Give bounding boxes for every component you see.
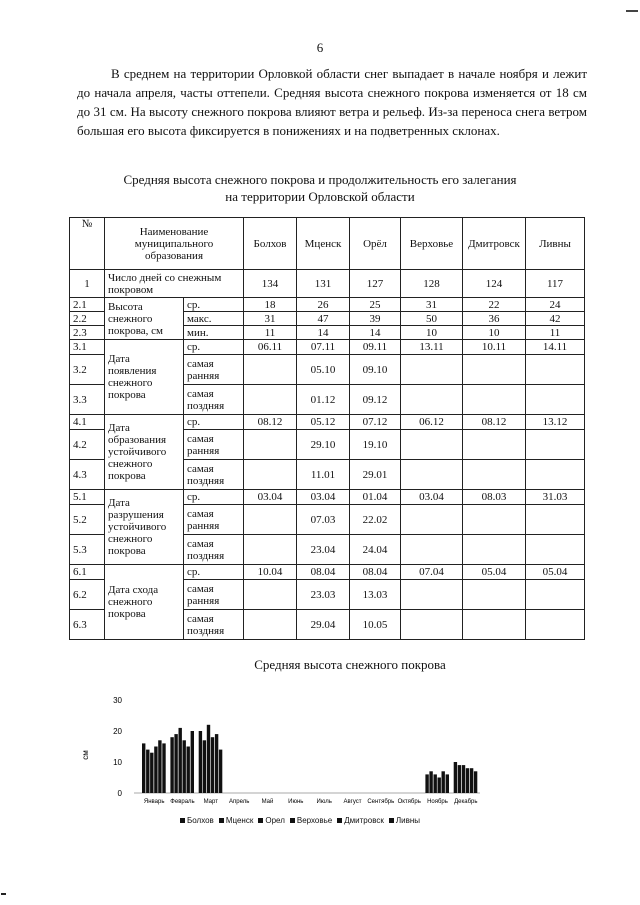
legend-swatch: [180, 818, 185, 823]
row-sub-label: самая ранняя: [184, 505, 244, 535]
x-tick-label: Июль: [316, 799, 332, 805]
table-cell: 11: [244, 326, 297, 340]
chart-bar: [211, 737, 214, 793]
table-cell: [244, 460, 297, 490]
table-cell: 19.10: [350, 430, 401, 460]
table-cell: 07.04: [401, 565, 463, 580]
x-tick-label: Декабрь: [454, 799, 478, 805]
table-cell: 08.04: [297, 565, 350, 580]
y-tick-label: 0: [117, 789, 122, 798]
x-tick-label: Май: [261, 799, 274, 805]
row-sub-label: самая поздняя: [184, 385, 244, 415]
table-cell: 26: [297, 298, 350, 312]
table-cell: 05.12: [297, 415, 350, 430]
row-sub-label: макс.: [184, 312, 244, 326]
group-label: Дата появления снежного покрова: [105, 340, 184, 415]
row-num: 5.3: [70, 535, 105, 565]
table-cell: 05.10: [297, 355, 350, 385]
table-title-line1: Средняя высота снежного покрова и продолжительность его залегания: [123, 172, 517, 187]
table-cell: [401, 580, 463, 610]
row-num: 4.1: [70, 415, 105, 430]
table-cell: [463, 460, 526, 490]
table-cell: 09.11: [350, 340, 401, 355]
table-cell: [244, 355, 297, 385]
table-cell: 14: [297, 326, 350, 340]
header-city: Дмитровск: [463, 218, 526, 270]
row-sub-label: мин.: [184, 326, 244, 340]
table-cell: 14.11: [526, 340, 585, 355]
table-cell: 22: [463, 298, 526, 312]
chart-bar: [446, 774, 449, 793]
table-row: [70, 340, 585, 355]
table-row: [70, 298, 585, 312]
table-cell: [463, 505, 526, 535]
chart-bar: [203, 740, 206, 793]
legend-label: Мценск: [225, 816, 254, 825]
chart-bar: [462, 765, 465, 793]
table-cell: 08.03: [463, 490, 526, 505]
group-label: Дата схода снежного покрова: [105, 565, 184, 640]
legend-label: Верховье: [296, 816, 333, 825]
table-cell: [463, 535, 526, 565]
chart-bar: [207, 725, 210, 793]
chart-bar: [474, 771, 477, 793]
table-cell: 07.03: [297, 505, 350, 535]
x-tick-label: Август: [343, 799, 362, 805]
chart-title: Средняя высота снежного покрова: [254, 657, 446, 672]
chart-bar: [162, 743, 165, 793]
table-cell: 39: [350, 312, 401, 326]
legend-item: [290, 816, 332, 825]
chart-bar: [174, 734, 177, 793]
chart-bar: [146, 750, 149, 793]
table-cell: [463, 385, 526, 415]
row-sub-label: ср.: [184, 340, 244, 355]
chart-bar: [215, 734, 218, 793]
header-name: Наименование муниципального образования: [105, 218, 244, 270]
header-num: №: [70, 218, 105, 270]
legend-label: Болхов: [187, 816, 214, 825]
legend-swatch: [337, 818, 342, 823]
chart-y-axis-label: см: [81, 750, 90, 760]
row-num: 1: [70, 270, 105, 298]
table-cell: 08.12: [244, 415, 297, 430]
row-sub-label: ср.: [184, 298, 244, 312]
row-num: 5.2: [70, 505, 105, 535]
chart-bar: [191, 731, 194, 793]
table-cell: 42: [526, 312, 585, 326]
table-cell: 124: [463, 270, 526, 298]
header-city: Орёл: [350, 218, 401, 270]
page-number: 6: [316, 40, 324, 55]
header-city: Мценск: [297, 218, 350, 270]
table-cell: 09.10: [350, 355, 401, 385]
table-cell: 13.03: [350, 580, 401, 610]
table-cell: 10.05: [350, 610, 401, 640]
table-cell: 117: [526, 270, 585, 298]
legend-item: [180, 816, 214, 825]
x-tick-label: Февраль: [170, 799, 195, 805]
table-title-line2: на территории Орловской области: [225, 189, 415, 204]
row-num: 3.1: [70, 340, 105, 355]
table-cell: 11.01: [297, 460, 350, 490]
table-cell: 10: [401, 326, 463, 340]
table-cell: 31: [244, 312, 297, 326]
table-cell: [463, 610, 526, 640]
x-tick-label: Октябрь: [397, 799, 421, 805]
table-cell: [401, 430, 463, 460]
table-cell: 131: [297, 270, 350, 298]
legend-item: [389, 816, 420, 825]
table-cell: 31.03: [526, 490, 585, 505]
header-city: Болхов: [244, 218, 297, 270]
table-cell: 13.12: [526, 415, 585, 430]
table-cell: 23.03: [297, 580, 350, 610]
legend-swatch: [258, 818, 263, 823]
row-sub-label: ср.: [184, 565, 244, 580]
chart-bar: [434, 774, 437, 793]
table-cell: 29.10: [297, 430, 350, 460]
snow-height-chart: [80, 690, 500, 815]
intro-paragraph: В среднем на территории Орловкой области снег выпадает в начале ноября и лежит до начала апреля, часты оттепели. Средняя высота снежного покрова изменяется от 18 см до 31 см. На высоту снежного покрова влияют ветра и рельеф. Из-за переноса снега ветром большая его высота фиксируется в понижениях и на подветренных склонах.: [77, 66, 587, 138]
table-cell: [526, 505, 585, 535]
table-cell: [401, 535, 463, 565]
table-cell: 14: [350, 326, 401, 340]
table-cell: 07.11: [297, 340, 350, 355]
table-cell: 03.04: [297, 490, 350, 505]
chart-bar: [438, 778, 441, 794]
x-tick-label: Март: [203, 799, 218, 805]
table-cell: [463, 430, 526, 460]
table-cell: [244, 505, 297, 535]
table-row: [70, 490, 585, 505]
row-label: Число дней со снежным покровом: [105, 270, 244, 298]
chart-bar: [429, 771, 432, 793]
table-cell: 05.04: [526, 565, 585, 580]
chart-bar: [219, 750, 222, 793]
table-cell: 10.04: [244, 565, 297, 580]
table-cell: [244, 385, 297, 415]
table-cell: [526, 535, 585, 565]
row-sub-label: самая ранняя: [184, 430, 244, 460]
row-num: 2.2: [70, 312, 105, 326]
chart-bar: [158, 740, 161, 793]
x-tick-label: Январь: [143, 799, 165, 805]
table-cell: [244, 580, 297, 610]
legend-item: [258, 816, 285, 825]
x-tick-label: Апрель: [229, 799, 250, 805]
table-cell: [526, 460, 585, 490]
chart-bar: [142, 743, 145, 793]
legend-swatch: [389, 818, 394, 823]
y-tick-label: 20: [113, 727, 122, 736]
row-sub-label: самая поздняя: [184, 610, 244, 640]
table-cell: 134: [244, 270, 297, 298]
chart-bar: [425, 774, 428, 793]
row-sub-label: самая поздняя: [184, 535, 244, 565]
chart-legend: [180, 816, 425, 825]
table-cell: [526, 385, 585, 415]
row-sub-label: ср.: [184, 490, 244, 505]
table-cell: 01.04: [350, 490, 401, 505]
chart-bar: [170, 737, 173, 793]
table-cell: 29.01: [350, 460, 401, 490]
y-tick-label: 10: [113, 758, 122, 767]
table-cell: [401, 460, 463, 490]
x-tick-label: Ноябрь: [427, 799, 448, 805]
chart-bar: [442, 771, 445, 793]
row-num: 6.2: [70, 580, 105, 610]
chart-bar: [183, 740, 186, 793]
table-title: [60, 171, 580, 205]
table-row: [70, 415, 585, 430]
chart-bar: [454, 762, 457, 793]
table-cell: 01.12: [297, 385, 350, 415]
legend-label: Орел: [265, 816, 285, 825]
table-cell: 47: [297, 312, 350, 326]
table-cell: 06.11: [244, 340, 297, 355]
table-cell: 08.12: [463, 415, 526, 430]
table-cell: [463, 580, 526, 610]
chart-bar: [179, 728, 182, 793]
table-cell: 11: [526, 326, 585, 340]
table-cell: 31: [401, 298, 463, 312]
legend-swatch: [290, 818, 295, 823]
table-cell: 10.11: [463, 340, 526, 355]
chart-bar: [187, 747, 190, 794]
row-sub-label: самая ранняя: [184, 355, 244, 385]
chart-bar: [458, 765, 461, 793]
row-num: 3.2: [70, 355, 105, 385]
table-cell: [526, 430, 585, 460]
table-row: [70, 565, 585, 580]
table-cell: [401, 355, 463, 385]
table-cell: [244, 430, 297, 460]
legend-item: [219, 816, 254, 825]
snow-cover-table: [69, 217, 585, 640]
scan-mark: [626, 10, 638, 12]
table-cell: 128: [401, 270, 463, 298]
row-num: 2.1: [70, 298, 105, 312]
row-num: 6.1: [70, 565, 105, 580]
table-cell: [526, 580, 585, 610]
table-cell: [244, 610, 297, 640]
row-num: 2.3: [70, 326, 105, 340]
table-cell: 03.04: [244, 490, 297, 505]
table-header-row: [70, 218, 585, 270]
chart-bar: [150, 753, 153, 793]
table-cell: 23.04: [297, 535, 350, 565]
row-sub-label: самая поздняя: [184, 460, 244, 490]
table-row: [70, 270, 585, 298]
table-cell: 06.12: [401, 415, 463, 430]
row-sub-label: ср.: [184, 415, 244, 430]
y-tick-label: 30: [113, 696, 122, 705]
legend-swatch: [219, 818, 224, 823]
table-cell: [401, 610, 463, 640]
chart-bar: [154, 747, 157, 794]
x-tick-label: Сентябрь: [367, 799, 395, 805]
table-cell: 25: [350, 298, 401, 312]
table-cell: 24: [526, 298, 585, 312]
table-cell: [526, 610, 585, 640]
table-cell: 08.04: [350, 565, 401, 580]
legend-item: [337, 816, 384, 825]
table-cell: [244, 535, 297, 565]
group-label: Высота снежного покрова, см: [105, 298, 184, 340]
row-num: 3.3: [70, 385, 105, 415]
chart-bar: [466, 768, 469, 793]
table-cell: 24.04: [350, 535, 401, 565]
table-cell: 05.04: [463, 565, 526, 580]
table-cell: [463, 355, 526, 385]
chart-bar: [470, 768, 473, 793]
scan-mark: [1, 893, 6, 895]
table-cell: 50: [401, 312, 463, 326]
table-cell: 22.02: [350, 505, 401, 535]
group-label: Дата образования устойчивого снежного покрова: [105, 415, 184, 490]
legend-label: Дмитровск: [344, 816, 384, 825]
row-num: 4.3: [70, 460, 105, 490]
table-cell: 07.12: [350, 415, 401, 430]
header-city: Верховье: [401, 218, 463, 270]
table-cell: 36: [463, 312, 526, 326]
table-cell: 29.04: [297, 610, 350, 640]
legend-label: Ливны: [395, 816, 420, 825]
table-cell: [401, 505, 463, 535]
row-num: 6.3: [70, 610, 105, 640]
table-cell: [401, 385, 463, 415]
table-cell: 09.12: [350, 385, 401, 415]
table-cell: 13.11: [401, 340, 463, 355]
table-cell: 10: [463, 326, 526, 340]
x-tick-label: Июнь: [288, 799, 304, 805]
table-cell: [526, 355, 585, 385]
chart-bar: [199, 731, 202, 793]
row-num: 4.2: [70, 430, 105, 460]
table-cell: 127: [350, 270, 401, 298]
row-sub-label: самая ранняя: [184, 580, 244, 610]
table-cell: 18: [244, 298, 297, 312]
group-label: Дата разрушения устойчивого снежного покрова: [105, 490, 184, 565]
table-cell: 03.04: [401, 490, 463, 505]
header-city: Ливны: [526, 218, 585, 270]
row-num: 5.1: [70, 490, 105, 505]
